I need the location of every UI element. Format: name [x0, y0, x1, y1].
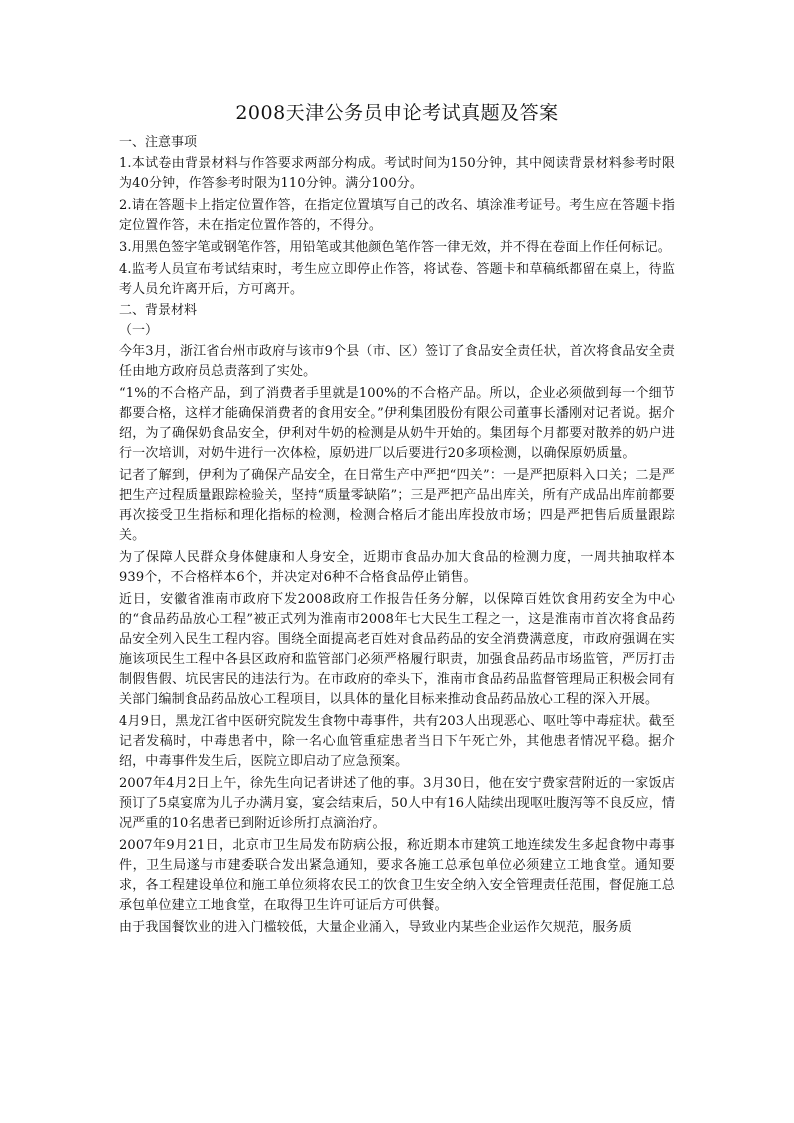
body-paragraph: 为了保障人民群众身体健康和人身安全，近期市食品办加大食品的检测力度，一周共抽取样本939个，不合格样本6个，并决定对6种不合格食品停止销售。	[119, 550, 675, 585]
body-paragraph: 4月9日，黑龙江省中医研究院发生食物中毒事件，共有203人出现恶心、呕吐等中毒症状。截至记者发稿时，中毒患者中，除一名心血管重症患者当日下午死亡外，其他患者情况平稳。据介绍，中毒事件发生后，医院立即启动了应急预案。	[119, 714, 675, 769]
note-item: 1.本试卷由背景材料与作答要求两部分构成。考试时间为150分钟，其中阅读背景材料参考时限为40分钟，作答参考时限为110分钟。满分100分。	[119, 156, 675, 191]
section-heading-notes: 一、注意事项	[119, 135, 198, 150]
document-title: 2008天津公务员申论考试真题及答案	[235, 102, 559, 124]
body-paragraph: 2007年4月2日上午，徐先生向记者讲述了他的事。3月30日，他在安宁费家营附近的一家饭店预订了5桌宴席为儿子办满月宴，宴会结束后，50人中有16人陆续出现呕吐腹泻等不良反应，情况严重的10名患者已到附近诊所打点滴治疗。	[119, 776, 675, 831]
document-page	[119, 100, 675, 940]
body-paragraph: 近日，安徽省淮南市政府下发2008政府工作报告任务分解，以保障百姓饮食用药安全为中心的“食品药品放心工程”被正式列为淮南市2008年七大民生工程之一，这是淮南市首次将食品药品安全列入民生工程内容。围绕全面提高老百姓对食品药品的安全消费满意度，市政府强调在实施该项民生工程中各县区政府和监管部门必须严格履行职责，加强食品药品市场监管，严厉打击制假售假、坑民害民的违法行为。在市政府的牵头下，淮南市食品药品监督管理局正积极会同有关部门编制食品药品放心工程项目，以具体的量化目标来推动食品药品放心工程的深入开展。	[119, 592, 675, 707]
body-paragraph: 由于我国餐饮业的进入门槛较低，大量企业涌入，导致业内某些企业运作欠规范，服务质	[119, 920, 632, 935]
body-paragraph: 今年3月，浙江省台州市政府与该市9个县（市、区）签订了食品安全责任状，首次将食品安全责任由地方政府员总责落到了实处。	[119, 344, 675, 379]
part-heading: （一）	[119, 323, 159, 338]
note-item: 3.用黑色签字笔或钢笔作答，用铅笔或其他颜色笔作答一律无效，并不得在卷面上作任何标记。	[119, 240, 671, 255]
body-paragraph: “1%的不合格产品，到了消费者手里就是100%的不合格产品。所以，企业必须做到每一个细节都要合格，这样才能确保消费者的食用安全。”伊利集团股份有限公司董事长潘刚对记者说。据介绍，为了确保奶食品安全，伊利对牛奶的检测是从奶牛开始的。集团每个月都要对散养的奶户进行一次培训，对奶牛进行一次体检，原奶进厂以后要进行20多项检测，以确保原奶质量。	[119, 386, 675, 461]
note-item: 4.监考人员宣布考试结束时，考生应立即停止作答，将试卷、答题卡和草稿纸都留在桌上，待监考人员允许离开后，方可离开。	[119, 262, 675, 297]
body-paragraph: 2007年9月21日，北京市卫生局发布防病公报，称近期本市建筑工地连续发生多起食物中毒事件，卫生局遂与市建委联合发出紧急通知，要求各施工总承包单位必须建立工地食堂。通知要求，各工程建设单位和施工单位须将农民工的饮食卫生安全纳入安全管理责任范围，督促施工总承包单位建立工地食堂，在取得卫生许可证后方可供餐。	[119, 838, 675, 913]
note-item: 2.请在答题卡上指定位置作答，在指定位置填写自己的改名、填涂准考证号。考生应在答题卡指定位置作答，未在指定位置作答的，不得分。	[119, 198, 675, 233]
section-heading-background: 二、背景材料	[119, 303, 198, 318]
body-paragraph: 记者了解到，伊利为了确保产品安全，在日常生产中严把“四关”：一是严把原料入口关；二是严把生产过程质量跟踪检验关，坚持“质量零缺陷”；三是严把产品出库关，所有产成品出库前都要再次接受卫生指标和理化指标的检测，检测合格后才能出库投放市场；四是严把售后质量跟踪关。	[119, 468, 675, 543]
